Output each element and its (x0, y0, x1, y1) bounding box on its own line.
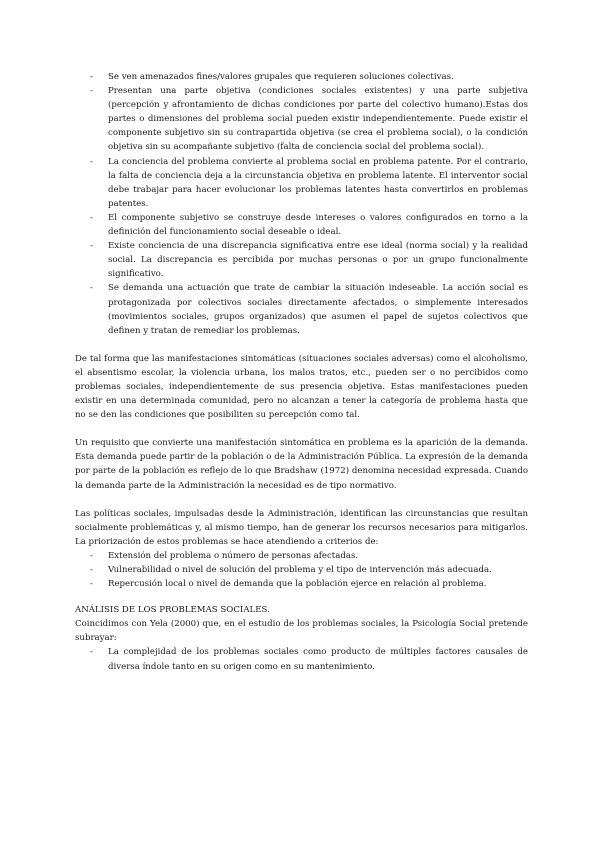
list-item (75, 549, 528, 563)
section-heading: ANÁLISIS DE LOS PROBLEMAS SOCIALES. (75, 605, 270, 616)
list-item-text: Existe conciencia de una discrepancia significativa entre ese ideal (norma social) y la realidad social. La discrepancia es percibida por muchas personas o por un grupo funcionalmente significativo. (108, 241, 528, 280)
dash-bullet: - (90, 212, 93, 223)
dash-bullet: - (90, 86, 93, 97)
list-item (75, 239, 528, 281)
characteristics-list (75, 70, 528, 338)
list-item (75, 70, 528, 84)
list-item (75, 84, 528, 154)
spacer (75, 338, 528, 352)
spacer (75, 493, 528, 507)
dash-bullet: - (90, 241, 93, 252)
paragraph-social-policies: Las políticas sociales, impulsadas desde la Administración, identifican las circunstancias que resultan socialmente problemáticas y, al mismo tiempo, han de generar los recursos necesarios para mitigarlos. La priorización de estos problemas se hace atendiendo a criterios de: (75, 508, 528, 547)
dash-bullet: - (90, 72, 93, 82)
spacer (75, 591, 528, 603)
spacer (75, 422, 528, 436)
list-item-text: La conciencia del problema convierte al problema social en problema patente. Por el contrario, la falta de conciencia deja a la circunstancia objetiva en problema latente. El interventor social debe trabajar para hacer evolucionar los problemas latentes hasta convertirlos en problemas patentes. (108, 156, 528, 209)
dash-bullet: - (90, 565, 93, 575)
list-item-text: La complejidad de los problemas sociales como producto de múltiples factores causales de diversa índole tanto en su origen como en su mantenimiento. (108, 647, 528, 672)
list-item-text: Se demanda una actuación que trate de cambiar la situación indeseable. La acción social es protagonizada por colectivos sociales directamente afectados, o simplemente interesados (movimientos sociales, grupos organizados) que asumen el papel de sujetos colectivos que definen y tratan de remediar los problemas. (108, 283, 528, 336)
list-item (75, 645, 528, 673)
list-item (75, 563, 528, 577)
list-item-text: Vulnerabilidad o nivel de solución del problema y el tipo de intervención más adecuada. (108, 565, 492, 575)
paragraph-yela: Coincidimos con Yela (2000) que, en el estudio de los problemas sociales, la Psicología Social pretende subrayar: (75, 619, 528, 644)
list-item (75, 211, 528, 239)
dash-bullet: - (90, 156, 93, 167)
list-item-text: El componente subjetivo se construye desde intereses o valores configurados en torno a la definición del funcionamiento social deseable o ideal. (108, 212, 528, 238)
dash-bullet: - (90, 283, 93, 294)
document-body (75, 70, 528, 674)
list-item-text: Repercusión local o nivel de demanda que la población ejerce en relación al problema. (108, 579, 487, 590)
dash-bullet: - (90, 579, 93, 590)
dash-bullet: - (90, 550, 93, 561)
list-item (75, 155, 528, 211)
analysis-list (75, 645, 528, 673)
list-item (75, 577, 528, 591)
list-item-text: Extensión del problema o número de personas afectadas. (108, 550, 359, 561)
list-item-text: Se ven amenazados fines/valores grupales que requieren soluciones colectivas. (108, 72, 454, 82)
list-item-text: Presentan una parte objetiva (condiciones sociales existentes) y una parte subjetiva (percepción y afrontamiento de dichas condiciones por parte del colectivo humano).Estas dos partes o dimensiones del problema social pueden existir independientemente. Puede existir el componente subjetivo sin su contrapartida objetiva (se crea el problema social), o la condición objetiva sin su acompañante subjetivo (falta de conciencia social del problema social). (108, 86, 528, 153)
paragraph-manifestations: De tal forma que las manifestaciones sintomáticas (situaciones sociales adversas) como el alcoholismo, el absentismo escolar, la violencia urbana, los malos tratos, etc., pueden ser o no percibidos como problemas sociales, independientemente de sus presencia objetiva. Estas manifestaciones pueden existir en una determinada comunidad, pero no alcanzan a tener la categoría de problema hasta que no se den las condiciones que posibiliten su percepción como tal. (75, 353, 528, 421)
paragraph-demand: Un requisito que convierte una manifestación sintomática en problema es la aparición de la demanda. Esta demanda puede partir de la población o de la Administración Pública. La expresión de la demanda por parte de la población es reflejo de lo que Bradshaw (1972) denomina necesidad expresada. Cuando la demanda parte de la Administración la necesidad es de tipo normativo. (75, 438, 528, 491)
dash-bullet: - (90, 647, 93, 658)
criteria-list (75, 549, 528, 591)
list-item (75, 281, 528, 337)
